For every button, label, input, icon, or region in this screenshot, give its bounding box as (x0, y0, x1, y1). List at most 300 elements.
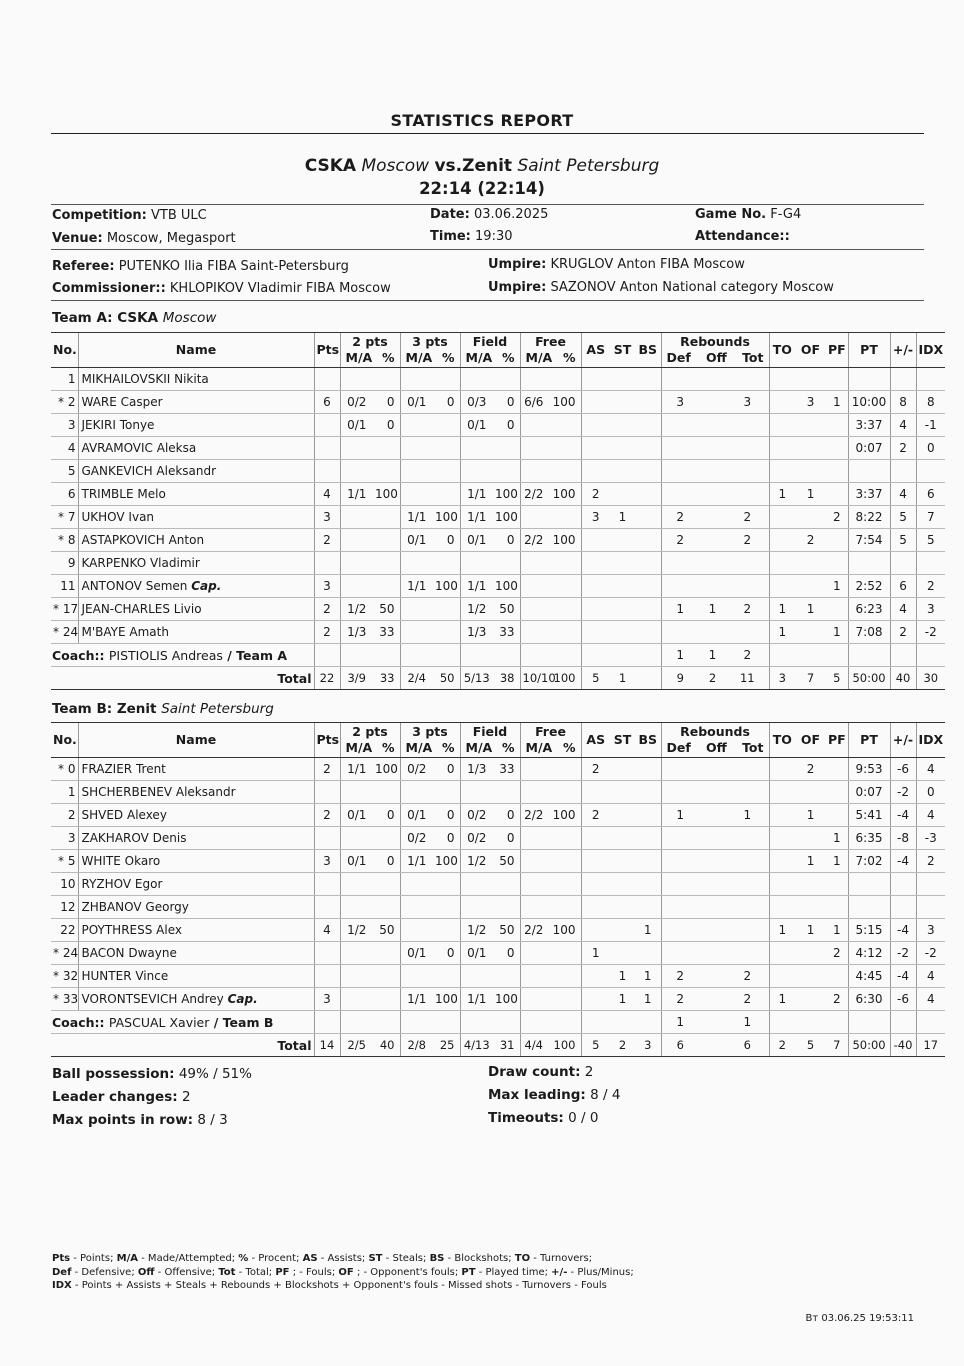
player-name-text: SHVED Alexey (81, 808, 167, 822)
stat-pt: 8:22 (848, 506, 890, 529)
stat-of (795, 506, 826, 529)
rebounds-off: Off (706, 740, 727, 755)
stat-bs (635, 552, 661, 575)
rebounds-title: Rebounds (680, 724, 750, 739)
stat-pts (314, 368, 340, 391)
table-row (51, 804, 945, 827)
stat-tot (726, 942, 769, 965)
coach-blank (400, 1011, 433, 1034)
attendance (695, 229, 790, 244)
stat-fgp (493, 873, 520, 896)
stat-as (581, 391, 610, 414)
coach-label: Coach:: (52, 1014, 105, 1030)
stat-pt: 6:30 (848, 988, 890, 1011)
draw-count (488, 1064, 593, 1080)
stat-as (581, 873, 610, 896)
legend-term: ST (368, 1253, 383, 1264)
stat-to (769, 552, 795, 575)
total-p2m: 2/5 (340, 1034, 373, 1057)
stat-p2m: 1/1 (340, 758, 373, 781)
legend-definition: - Assists; (317, 1253, 369, 1264)
stat-p3p (433, 552, 460, 575)
legend-term: Def (52, 1266, 72, 1278)
stat-bs (635, 391, 661, 414)
stat-off (699, 827, 726, 850)
commissioner-label: Commissioner:: (52, 281, 166, 296)
stat-p3p: 100 (433, 988, 460, 1011)
header-row (51, 333, 945, 368)
col-2pts-pct: % (381, 740, 395, 755)
table-row (51, 506, 945, 529)
stat-idx (916, 460, 945, 483)
stat-st (610, 529, 635, 552)
coach-reb-def: 1 (661, 644, 699, 667)
stat-pt (848, 552, 890, 575)
stat-st (610, 896, 635, 919)
stat-fgm (460, 781, 493, 804)
stat-def: 1 (661, 804, 699, 827)
stat-st (610, 850, 635, 873)
stat-p2p (373, 460, 400, 483)
stat-pf: 1 (826, 919, 848, 942)
stat-pm (890, 896, 916, 919)
total-row (51, 667, 945, 690)
table-row (51, 988, 945, 1011)
stat-off (699, 506, 726, 529)
stat-fgm (460, 965, 493, 988)
col-2pts (340, 333, 400, 368)
stat-ftp (547, 598, 581, 621)
stat-pm: -4 (890, 965, 916, 988)
stat-p2m: 0/2 (340, 391, 373, 414)
stat-p2m: 1/1 (340, 483, 373, 506)
stat-idx: 3 (916, 598, 945, 621)
jersey-number: 24 (62, 946, 79, 960)
stat-fgp: 0 (493, 804, 520, 827)
stat-to (769, 965, 795, 988)
stat-def: 2 (661, 529, 699, 552)
stat-idx (916, 873, 945, 896)
total-idx: 30 (916, 667, 945, 690)
info-mid-rule (51, 249, 924, 250)
time-value: 19:30 (475, 229, 513, 244)
legend-line-2 (52, 1266, 634, 1280)
total-def: 6 (661, 1034, 699, 1057)
player-number (51, 804, 78, 827)
legend-term: % (238, 1253, 249, 1264)
player-name-text: HUNTER Vince (81, 969, 169, 983)
stat-pf: 1 (826, 827, 848, 850)
stat-idx: 5 (916, 529, 945, 552)
player-name-text: WHITE Okaro (81, 854, 161, 868)
total-row (51, 1034, 945, 1057)
stat-fgp (493, 460, 520, 483)
stat-st (610, 873, 635, 896)
stat-to (769, 529, 795, 552)
stat-to (769, 506, 795, 529)
coach-blank-pts (314, 1011, 340, 1034)
player-name (78, 942, 314, 965)
timeouts-label: Timeouts: (488, 1110, 564, 1126)
coach-blank (340, 1011, 373, 1034)
stat-of: 1 (795, 804, 826, 827)
stat-pm: -4 (890, 850, 916, 873)
legend-definition: - Total; (235, 1266, 276, 1278)
table-row (51, 850, 945, 873)
table-row (51, 437, 945, 460)
stat-bs: 1 (635, 988, 661, 1011)
team-b-label: Team B: (52, 701, 113, 717)
starter-mark: * (53, 969, 59, 983)
stat-pt: 3:37 (848, 414, 890, 437)
stat-p3p: 100 (433, 850, 460, 873)
stat-of (795, 575, 826, 598)
coach-blank (635, 1011, 661, 1034)
stat-bs: 1 (635, 919, 661, 942)
player-name (78, 804, 314, 827)
stat-tot: 2 (726, 988, 769, 1011)
stat-as (581, 827, 610, 850)
stat-p2p: 0 (373, 850, 400, 873)
table-row (51, 598, 945, 621)
stat-p2p (373, 529, 400, 552)
coach-blank-idx (916, 1011, 945, 1034)
stat-idx: 4 (916, 988, 945, 1011)
stat-idx: 4 (916, 758, 945, 781)
stat-as (581, 781, 610, 804)
stat-as (581, 919, 610, 942)
stat-def (661, 460, 699, 483)
stat-def (661, 758, 699, 781)
col-no: No. (51, 723, 78, 758)
stat-p2m (340, 460, 373, 483)
stat-pts: 4 (314, 919, 340, 942)
stat-of (795, 460, 826, 483)
team-b-heading-city: Saint Petersburg (161, 701, 274, 717)
stat-ftp (547, 621, 581, 644)
stat-bs (635, 529, 661, 552)
date-label: Date: (430, 207, 470, 222)
player-number (51, 873, 78, 896)
table-row (51, 942, 945, 965)
stat-tot (726, 483, 769, 506)
stat-off: 1 (699, 598, 726, 621)
stat-fgm (460, 552, 493, 575)
jersey-number: 5 (67, 854, 76, 868)
stat-pf (826, 368, 848, 391)
stat-to (769, 896, 795, 919)
game-number-value: F-G4 (770, 207, 802, 222)
col-pts: Pts (314, 333, 340, 368)
coach-blank-pm (890, 1011, 916, 1034)
stat-p2p (373, 988, 400, 1011)
col-2pts-sub (343, 350, 398, 366)
stat-idx: 8 (916, 391, 945, 414)
umpire-1 (488, 257, 745, 272)
legend-definition: - Played time; (475, 1266, 552, 1278)
stat-pf: 1 (826, 621, 848, 644)
table-row (51, 368, 945, 391)
legend-definition: - Blockshots; (444, 1253, 515, 1264)
stat-fgm: 0/3 (460, 391, 493, 414)
stat-p2m (340, 988, 373, 1011)
stat-def: 2 (661, 506, 699, 529)
stat-tot (726, 873, 769, 896)
stat-pts: 3 (314, 506, 340, 529)
team-b-name: Zenit (462, 156, 513, 176)
stat-ftp (547, 781, 581, 804)
col-free-ma: M/A (525, 740, 553, 755)
total-ftp: 100 (547, 667, 581, 690)
table-row (51, 758, 945, 781)
coach-team: / Team B (213, 1014, 274, 1030)
stat-p2p (373, 506, 400, 529)
player-name (78, 598, 314, 621)
stat-of: 2 (795, 529, 826, 552)
stat-pt: 5:41 (848, 804, 890, 827)
player-number (51, 850, 78, 873)
stat-pt (848, 873, 890, 896)
stat-bs (635, 942, 661, 965)
max-leading-label: Max leading: (488, 1087, 586, 1103)
stat-fgm: 1/1 (460, 483, 493, 506)
stat-bs: 1 (635, 965, 661, 988)
umpire-2-label: Umpire: (488, 280, 547, 295)
coach-blank (373, 644, 400, 667)
stat-pts (314, 460, 340, 483)
stat-ftm (520, 850, 547, 873)
max-leading (488, 1087, 620, 1103)
stat-pm: 4 (890, 598, 916, 621)
stat-off (699, 460, 726, 483)
col-idx: IDX (916, 723, 945, 758)
col-3pts-pct: % (441, 350, 455, 365)
time-label: Time: (430, 229, 471, 244)
player-number (51, 460, 78, 483)
col-2pts-ma: M/A (345, 350, 373, 365)
player-name-text: GANKEVICH Aleksandr (81, 464, 217, 478)
stat-p3m (400, 896, 433, 919)
stat-p3m (400, 919, 433, 942)
stat-pts: 2 (314, 598, 340, 621)
stat-pt: 7:54 (848, 529, 890, 552)
player-number (51, 391, 78, 414)
stat-def (661, 781, 699, 804)
max-leading-value: 8 / 4 (590, 1087, 621, 1103)
total-p3p: 50 (433, 667, 460, 690)
stat-tot (726, 919, 769, 942)
stat-p3m (400, 437, 433, 460)
stat-fgm: 1/2 (460, 598, 493, 621)
col-rebounds (661, 333, 769, 368)
stat-ftp (547, 552, 581, 575)
stat-idx: -2 (916, 942, 945, 965)
ball-possession-value: 49% / 51% (178, 1066, 252, 1082)
stat-p2p (373, 896, 400, 919)
stat-fgm: 1/1 (460, 988, 493, 1011)
stat-ftm: 2/2 (520, 804, 547, 827)
jersey-number: 8 (67, 533, 76, 547)
col-2pts-ma: M/A (345, 740, 373, 755)
total-to: 3 (769, 667, 795, 690)
jersey-number: 10 (60, 877, 76, 891)
coach-blank (520, 644, 547, 667)
table-row (51, 965, 945, 988)
stat-fgm: 1/3 (460, 758, 493, 781)
coach-reb-off: 1 (699, 644, 726, 667)
stat-pf: 1 (826, 575, 848, 598)
col-rebounds (661, 723, 769, 758)
competition (52, 208, 207, 223)
player-name-text: SHCHERBENEV Aleksandr (81, 785, 236, 799)
stat-def (661, 483, 699, 506)
stat-bs (635, 896, 661, 919)
stat-st (610, 437, 635, 460)
game-number (695, 207, 801, 222)
jersey-number: 1 (67, 785, 76, 799)
stat-tot (726, 827, 769, 850)
player-number (51, 781, 78, 804)
stat-off (699, 896, 726, 919)
stat-p3m (400, 598, 433, 621)
player-name-text: RYZHOV Egor (81, 877, 163, 891)
total-pf: 5 (826, 667, 848, 690)
stat-p3m: 0/2 (400, 758, 433, 781)
stat-pf: 2 (826, 506, 848, 529)
stat-p3p (433, 919, 460, 942)
player-name-text: WARE Casper (81, 395, 163, 409)
legend-definition: - Offensive; (154, 1266, 219, 1278)
legend-term: AS (302, 1253, 318, 1264)
stat-idx: 6 (916, 483, 945, 506)
stat-fgp (493, 781, 520, 804)
player-number (51, 758, 78, 781)
stat-p3m: 0/1 (400, 942, 433, 965)
leader-changes-value: 2 (181, 1089, 191, 1105)
legend-definition: - Turnovers; (530, 1253, 593, 1264)
stat-pt (848, 368, 890, 391)
stat-fgp (493, 552, 520, 575)
stat-pm (890, 368, 916, 391)
player-name (78, 850, 314, 873)
rebounds-sub (664, 350, 767, 366)
total-bs (635, 667, 661, 690)
col-pt: PT (848, 723, 890, 758)
col-2pts-title: 2 pts (352, 334, 388, 349)
stat-p2m (340, 873, 373, 896)
stat-tot (726, 552, 769, 575)
stat-tot: 2 (726, 965, 769, 988)
umpire-2 (488, 280, 834, 295)
stat-as (581, 896, 610, 919)
stat-pf: 2 (826, 988, 848, 1011)
stat-def (661, 621, 699, 644)
col-field-ma: M/A (465, 740, 493, 755)
stat-ftp (547, 850, 581, 873)
coach-reb-off (699, 1011, 726, 1034)
total-p2p: 40 (373, 1034, 400, 1057)
starter-mark: * (53, 602, 59, 616)
stat-off (699, 758, 726, 781)
stat-pm: 4 (890, 414, 916, 437)
stat-fgm: 1/2 (460, 919, 493, 942)
stat-p3p: 0 (433, 827, 460, 850)
umpire-1-label: Umpire: (488, 257, 547, 272)
jersey-number: 3 (67, 418, 76, 432)
coach-blank-pf (826, 1011, 848, 1034)
stat-idx: -1 (916, 414, 945, 437)
stat-pts (314, 437, 340, 460)
stat-bs (635, 598, 661, 621)
stat-bs (635, 804, 661, 827)
col-free-title: Free (535, 724, 566, 739)
total-bs: 3 (635, 1034, 661, 1057)
stat-pf (826, 552, 848, 575)
total-p3p: 25 (433, 1034, 460, 1057)
stat-off (699, 437, 726, 460)
jersey-number: 12 (60, 900, 76, 914)
stat-of (795, 621, 826, 644)
stat-pf (826, 873, 848, 896)
stat-p3m: 1/1 (400, 988, 433, 1011)
stat-idx: 3 (916, 919, 945, 942)
stat-ftm: 2/2 (520, 529, 547, 552)
stat-fgp: 50 (493, 850, 520, 873)
coach-blank (581, 644, 610, 667)
total-ftm: 10/10 (520, 667, 547, 690)
stat-pt: 2:52 (848, 575, 890, 598)
stat-fgp: 100 (493, 506, 520, 529)
draw-count-label: Draw count: (488, 1064, 581, 1080)
player-number (51, 598, 78, 621)
stat-p3p (433, 896, 460, 919)
total-label: Total (51, 1034, 314, 1057)
stat-ftp: 100 (547, 391, 581, 414)
player-name-text: KARPENKO Vladimir (81, 556, 200, 570)
stat-def (661, 437, 699, 460)
coach-reb-tot: 1 (726, 1011, 769, 1034)
stat-off (699, 621, 726, 644)
total-p3m: 2/4 (400, 667, 433, 690)
team-b-city: Saint Petersburg (517, 156, 660, 176)
stat-of (795, 437, 826, 460)
coach-blank-pm (890, 644, 916, 667)
jersey-number: 17 (62, 602, 79, 616)
legend-definition: - Points + Assists + Steals + Rebounds + Blockshots + Opponent's fouls - Missed shots - Turnovers - Fouls (71, 1280, 607, 1291)
stat-pts (314, 414, 340, 437)
rebounds-title: Rebounds (680, 334, 750, 349)
stat-pm: 5 (890, 529, 916, 552)
stat-pf: 1 (826, 391, 848, 414)
stat-ftm (520, 942, 547, 965)
col-st: ST (610, 723, 635, 758)
stat-tot (726, 758, 769, 781)
stat-fgm (460, 896, 493, 919)
stat-pts (314, 896, 340, 919)
total-pm: 40 (890, 667, 916, 690)
stat-p2p: 0 (373, 414, 400, 437)
player-number (51, 988, 78, 1011)
total-pm: -40 (890, 1034, 916, 1057)
legend-term: PT (461, 1266, 476, 1278)
coach-name: PISTIOLIS Andreas (108, 647, 223, 663)
stat-fgm: 1/1 (460, 506, 493, 529)
stat-of (795, 414, 826, 437)
stat-of (795, 988, 826, 1011)
stat-of: 1 (795, 919, 826, 942)
stat-p2m (340, 552, 373, 575)
total-st: 1 (610, 667, 635, 690)
